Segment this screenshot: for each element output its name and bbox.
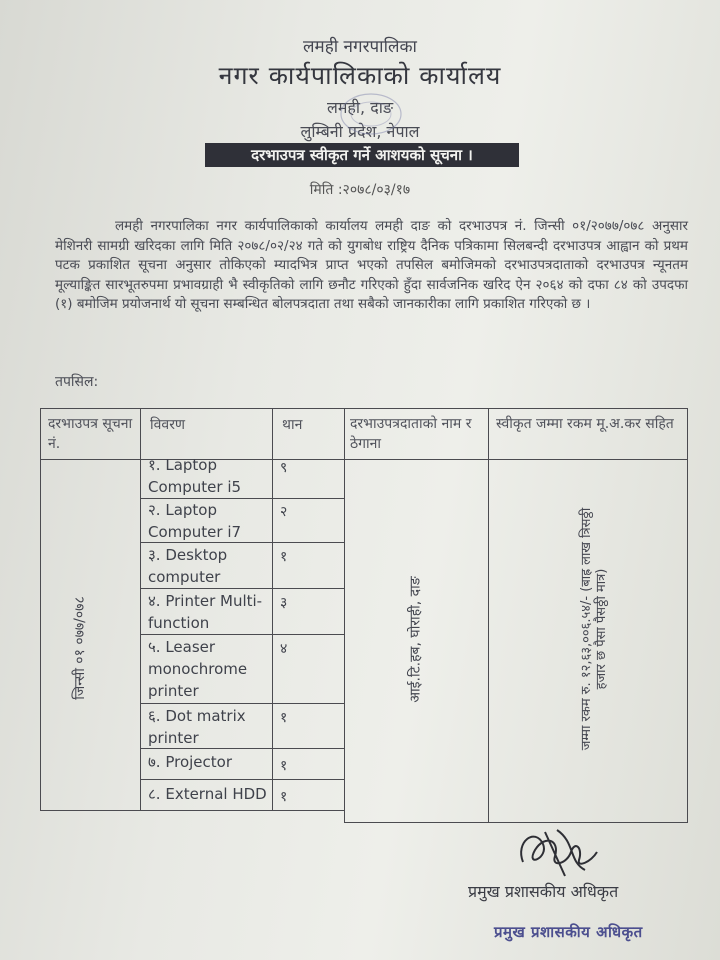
office-place: लमही, दाङ — [326, 98, 394, 117]
bidder-cell: आई.टि.हब, घोराही, दाङ — [407, 576, 424, 703]
col-header-bidder: दरभाउपत्रदाताको नाम र ठेगाना — [350, 416, 472, 452]
table-col-divider-4 — [488, 408, 489, 822]
table-row-item: ८. External HDD — [148, 785, 267, 803]
col-header-amount: स्वीकृत जम्मा रकम मू.अ.कर सहित — [496, 416, 674, 432]
details-label: तपसिल: — [55, 374, 99, 390]
table-row-qty: १ — [280, 758, 288, 774]
table-row-item: ६. Dot matrix printer — [148, 707, 246, 747]
table-col-divider-3 — [344, 408, 345, 822]
office-name: नगर कार्यपालिकाको कार्यालय — [218, 61, 502, 90]
row-divider — [140, 588, 344, 589]
table-row-qty: १ — [280, 789, 288, 805]
round-seal-icon — [336, 90, 406, 138]
signatory-title: प्रमुख प्रशासकीय अधिकृत — [468, 882, 619, 901]
table-row-qty: १ — [280, 549, 288, 565]
table-border-left — [40, 408, 41, 811]
table-border-top — [40, 408, 688, 409]
notice-body: लमही नगरपालिका नगर कार्यपालिकाको कार्यालय लमही दाङ को दरभाउपत्र नं. जिन्सी ०१/२०७७/०७८ अनुसार मेशिनरी सामग्री खरिदका लागि मिति २०७८/०२/२४ गते को युगबोध राष्ट्रिय दैनिक पत्रिकामा सिलबन्दी दरभाउपत्र आह्वान को प्रथम पटक प्रकाशित सूचना अनुसार तोकिएको म्यादभित्र प्राप्त भएको तपसिल बमोजिमको दरभाउपत्रदाताको दरभाउपत्र न्यूनतम मूल्याङ्कित सारभूतरुपमा प्रभावग्राही भै स्वीकृतिको लागि छनौट गरिएको हुँदा सार्वजनिक खरिद ऐन २०६४ को दफा ८४ को उपदफा (१) बमोजिम प्रयोजनार्थ यो सूचना सम्बन्धित बोलपत्रदाता तथा सबैको जानकारीका लागि प्रकाशित गरिएको छ । — [55, 218, 688, 312]
officer-stamp: प्रमुख प्रशासकीय अधिकृत — [494, 923, 643, 941]
notice-title: दरभाउपत्र स्वीकृत गर्ने आशयको सूचना । — [205, 143, 519, 167]
table-row-item: २. Laptop Computer i7 — [148, 501, 242, 541]
amount-cell-line2: हजार छ पैसा पैसठ्ठी मात्र) — [594, 568, 609, 690]
table-row-qty: २ — [280, 504, 288, 520]
table-row-item: ५. Leaser monochrome printer — [148, 638, 248, 700]
table-border-right — [687, 408, 688, 822]
row-divider — [140, 634, 344, 635]
table-row-item: १. Laptop Computer i5 — [148, 456, 242, 496]
col-header-quantity: थान — [282, 417, 303, 433]
table-row-item: ७. Projector — [148, 753, 233, 771]
notice-number-cell: जिन्सी ०१ ०७७/०७८ — [72, 596, 88, 700]
table-row-qty: ३ — [280, 595, 288, 611]
col-header-description: विवरण — [150, 417, 186, 433]
row-divider — [140, 703, 344, 704]
municipality-name: लमही नगरपालिका — [303, 37, 417, 57]
table-row-qty: १ — [280, 710, 288, 726]
table-row-item: ४. Printer Multi-function — [148, 592, 263, 632]
signature-icon — [505, 822, 615, 882]
table-row-item: ३. Desktop computer — [148, 546, 228, 586]
table-row-qty: ४ — [280, 641, 288, 657]
table-border-bottom-left — [40, 810, 344, 811]
col-header-notice-no: दरभाउपत्र सूचना नं. — [48, 416, 133, 452]
notice-date: मिति :२०७८/०३/१७ — [309, 182, 411, 198]
office-province: लुम्बिनी प्रदेश, नेपाल — [300, 122, 420, 141]
amount-cell-line1: जम्मा रकम रु. १२,६३,००६.५४/- (बाह्र लाख त्रिसठ्ठी — [579, 507, 594, 751]
table-col-divider-2 — [272, 408, 273, 811]
table-col-divider-1 — [140, 408, 141, 811]
row-divider — [140, 779, 344, 780]
table-row-qty: ९ — [280, 460, 288, 476]
